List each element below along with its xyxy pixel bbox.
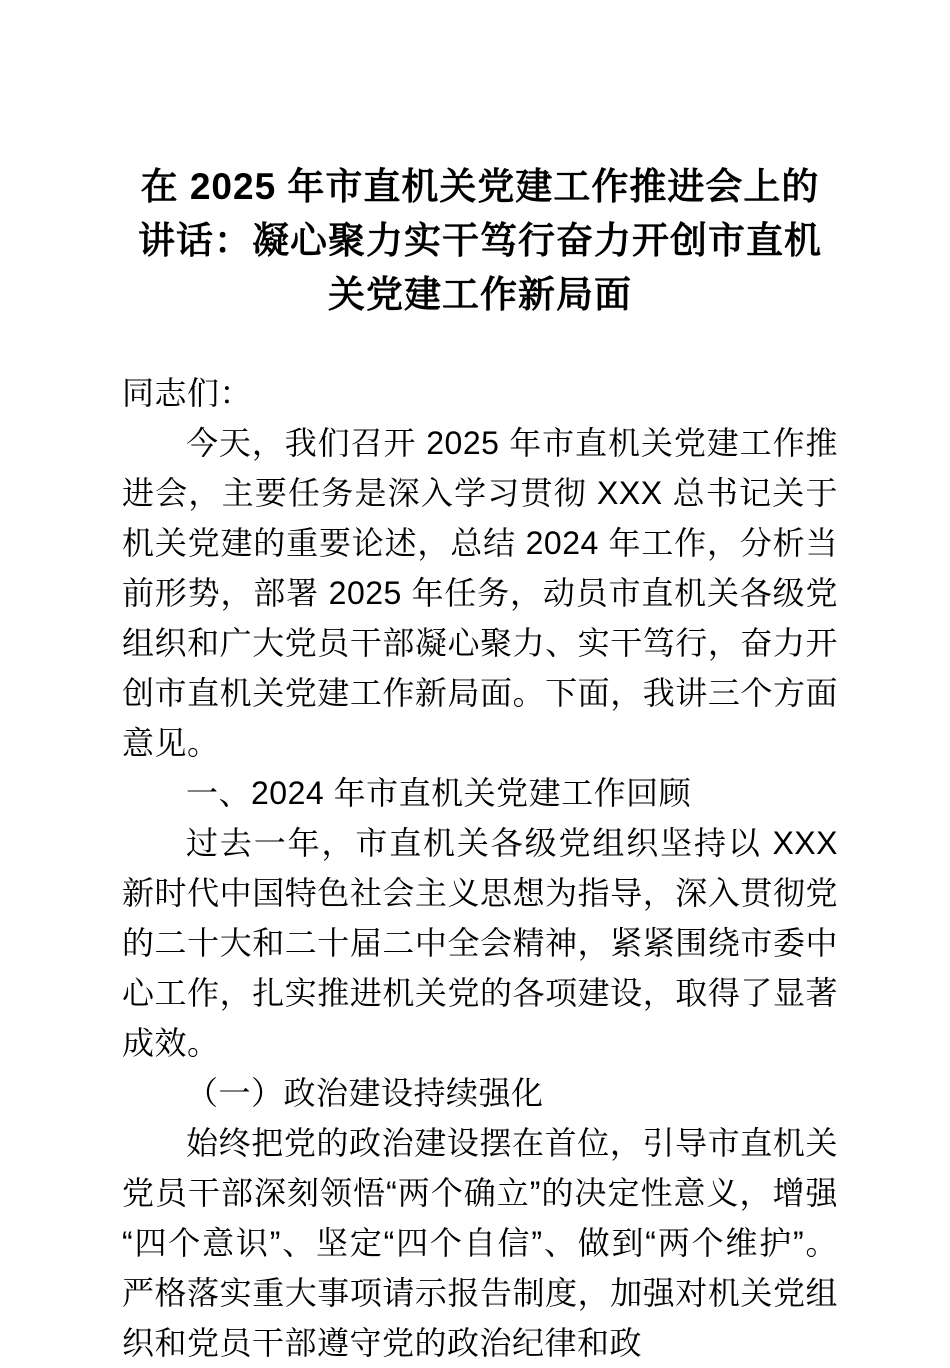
paragraph-heading-level1: 一、2024 年市直机关党建工作回顾 <box>186 775 692 811</box>
paragraph-body: 始终把党的政治建设摆在首位，引导市直机关党员干部深刻领悟“两个确立”的决定性意义，增强“四个意识”、坚定“四个自信”、做到“两个维护”。严格落实重大事项请示报告制度，加强对机关党组织和党员干部遵守党的政治纪律和政 <box>122 1125 838 1361</box>
paragraph-body: 过去一年，市直机关各级党组织坚持以 XXX 新时代中国特色社会主义思想为指导，深入贯彻党的二十大和二十届二中全会精神，紧紧围绕市委中心工作，扎实推进机关党的各项建设，取得了显著成效。 <box>122 825 838 1061</box>
paragraph-salutation: 同志们： <box>122 375 253 411</box>
document-body <box>122 368 838 1368</box>
paragraph-body: 今天，我们召开 2025 年市直机关党建工作推进会，主要任务是深入学习贯彻 XXX 总书记关于机关党建的重要论述，总结 2024 年工作，分析当前形势，部署 2025 年任务，动员市直机关各级党组织和广大党员干部凝心聚力、实干笃行，奋力开创市直机关党建工作新局面。下面，我讲三个方面意见。 <box>122 425 838 761</box>
document-title: 在 2025 年市直机关党建工作推进会上的讲话：凝心聚力实干笃行奋力开创市直机关党建工作新局面 <box>138 166 822 315</box>
paragraph-heading-level2: （一）政治建设持续强化 <box>186 1075 544 1111</box>
